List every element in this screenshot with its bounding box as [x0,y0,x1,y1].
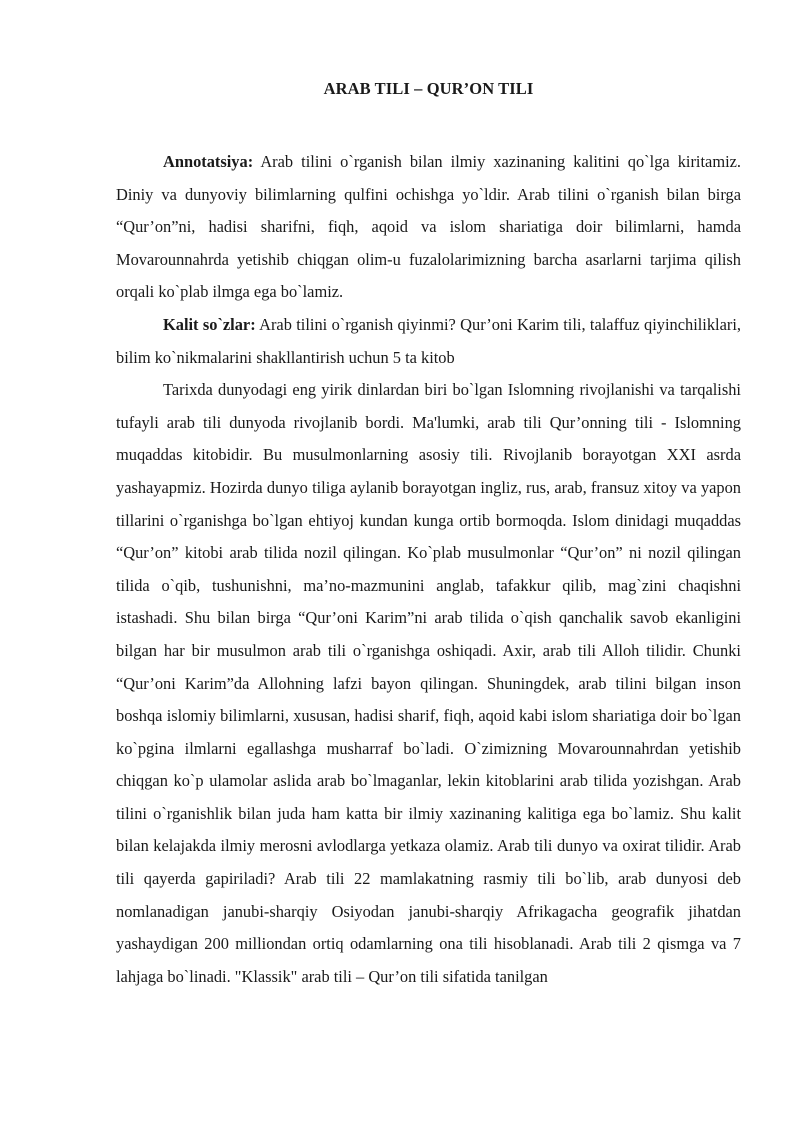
document-body [116,146,741,993]
document-title: ARAB TILI – QUR’ON TILI [323,79,534,98]
keywords-text: Arab tilini o`rganish qiyinmi? Qur’oni Karim tili, talaffuz qiyinchiliklari, bilim ko`nikmalarini shakllantirish uchun 5 ta kitob [116,314,741,367]
body-paragraph: Tarixda dunyodagi eng yirik dinlardan biri bo`lgan Islomning rivojlanishi va tarqalishi tufayli arab tili dunyoda rivojlanib bordi. Ma'lumki, arab tili Qur’onning tili - Islomning muqaddas kitobidir. Bu musulmonlarning asosiy tili. Rivojlanib borayotgan XXI asrda yashayapmiz. Hozirda dunyo tiliga aylanib borayotgan ingliz, rus, arab, fransuz xitoy va yapon tillarini o`rganishga bo`lgan ehtiyoj kundan kunga ortib bormoqda. Islom dinidagi muqaddas “Qur’on” kitobi arab tilida nozil qilingan. Ko`plab musulmonlar “Qur’on” ni nozil qilingan tilida o`qib, tushunishni, ma’no-mazmunini anglab, tafakkur qilib, mag`zini chaqishni istashadi. Shu bilan birga “Qur’oni Karim”ni arab tilida o`qish qanchalik savob ekanligini bilgan har bir musulmon arab tili o`rganishga oshiqadi. Axir, arab tili Alloh tilidir. Chunki “Qur’oni Karim”da Allohning lafzi bayon qilingan. Shuningdek, arab tilini bilgan inson boshqa islomiy bilimlarni, xususan, hadisi sharif, fiqh, aqoid kabi islom shariatiga doir bo`lgan ko`pgina ilmlarni egallashga musharraf bo`ladi. O`zimizning Movarounnahrdan yetishib chiqgan ko`p ulamolar aslida arab bo`lmaganlar, lekin kitoblarini arab tilida yozishgan. Arab tilini o`rganishlik bilan juda ham katta bir ilmiy xazinaning kalitiga ega bo`lamiz. Shu kalit bilan kelajakda ilmiy merosni avlodlarga yetkaza olamiz. Arab tili dunyo va oxirat tilidir. Arab tili qayerda gapiriladi? Arab tili 22 mamlakatning rasmiy tili bo`lib, arab dunyosi deb nomlanadigan janubi-sharqiy Osiyodan janubi-sharqiy Afrikagacha geografik jihatdan yashaydigan 200 milliondan ortiq odamlarning ona tili hisoblanadi. Arab tili 2 qismga va 7 lahjaga bo`linadi. "Klassik" arab tili – Qur’on tili sifatida tanilgan [116,380,741,986]
annotation-text: Arab tilini o`rganish bilan ilmiy xazinaning kalitini qo`lga kiritamiz. Diniy va dunyoviy bilimlarning qulfini ochishga yo`ldir. Arab tilini o`rganish bilan birga “Qur’on”ni, hadisi sharifni, fiqh, aqoid va islom shariatiga doir bilimlarni, hamda Movarounnahrda yetishib chiqgan olim-u fuzalolarimizning barcha asarlarni tarjima qilish orqali ko`plab ilmga ega bo`lamiz. [116,152,741,302]
annotation-label: Annotatsiya: [163,152,254,171]
annotation-paragraph [116,146,741,309]
keywords-label: Kalit so`zlar: [163,314,256,334]
keywords-paragraph [116,309,741,374]
